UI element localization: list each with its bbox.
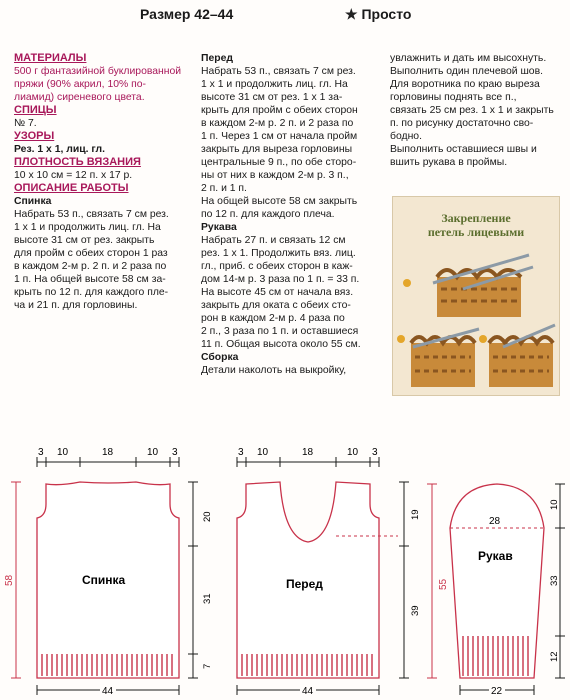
dim-label: 44 bbox=[302, 686, 314, 697]
middle-column bbox=[201, 52, 381, 377]
page-header bbox=[0, 6, 570, 28]
star-icon: ★ bbox=[345, 6, 358, 22]
knit-fragment-bottom-left bbox=[397, 329, 479, 387]
dim-label: 58 bbox=[4, 574, 15, 586]
dim-label: 10 bbox=[549, 499, 560, 510]
back-line: высоте 31 см от рез. закрыть bbox=[14, 235, 155, 246]
materials-line: пряжи (90% акрил, 10% по- bbox=[14, 79, 146, 90]
patterns-text: Рез. 1 х 1, лиц. гл. bbox=[14, 144, 105, 155]
front-line: высоте 31 см от рез. 1 х 1 за- bbox=[201, 92, 343, 103]
patterns-title: УЗОРЫ bbox=[14, 130, 55, 142]
sleeve-line: Набрать 27 п. и связать 12 см bbox=[201, 235, 346, 246]
density-text: 10 х 10 см = 12 п. х 17 р. bbox=[14, 170, 133, 181]
back-line: ча и 21 п. для горловины. bbox=[14, 300, 138, 311]
knit-fragment-bottom-right bbox=[479, 325, 555, 387]
dim-label: 7 bbox=[202, 663, 213, 669]
materials-title: МАТЕРИАЛЫ bbox=[14, 52, 87, 64]
dim-label: 10 bbox=[57, 447, 69, 458]
sleeve-line: 2 п., 3 раза по 1 п. и оставшиеся bbox=[201, 326, 359, 337]
assembly-title: Сборка bbox=[201, 352, 239, 363]
front-line: центральные 9 п., по обе сторо- bbox=[201, 157, 357, 168]
front-line: 2 п. и 1 п. bbox=[201, 183, 247, 194]
assembly-line: бодно. bbox=[390, 131, 422, 142]
dim-label: 3 bbox=[372, 447, 378, 458]
dim-label: 28 bbox=[489, 516, 501, 527]
back-line: 1 п. На общей высоте 58 см за- bbox=[14, 274, 166, 285]
back-line: крыть по 12 п. для каждого пле- bbox=[14, 287, 169, 298]
dim-label: 18 bbox=[302, 447, 314, 458]
assembly-line: Для воротника по краю выреза bbox=[390, 79, 540, 90]
back-line: 1 х 1 и продолжить лиц. гл. На bbox=[14, 222, 161, 233]
assembly-line: горловины поднять все п., bbox=[390, 92, 517, 103]
assembly-line: Детали наколоть на выкройку, bbox=[201, 365, 347, 376]
sleeve-schematic bbox=[427, 484, 565, 697]
front-line: 1 п. Через 1 см от начала пройм bbox=[201, 131, 358, 142]
front-line: Набрать 53 п., связать 7 см рез. bbox=[201, 66, 356, 77]
sleeve-label: Рукав bbox=[478, 549, 513, 563]
front-line: в каждом 2-м р. 2 п. и 2 раза по bbox=[201, 118, 354, 129]
dim-label: 3 bbox=[172, 447, 178, 458]
dim-label: 18 bbox=[102, 447, 114, 458]
assembly-line: Выполнить один плечевой шов. bbox=[390, 66, 543, 77]
back-ribbing-lines bbox=[42, 654, 172, 676]
assembly-line: Выполнить оставшиеся швы и bbox=[390, 144, 537, 155]
front-label: Перед bbox=[286, 577, 323, 591]
sleeve-line: рез. 1 х 1. Продолжить вяз. лиц. bbox=[201, 248, 356, 259]
sleeve-line: закрыть для оката с обеих сто- bbox=[201, 300, 351, 311]
front-ribbing-lines bbox=[242, 654, 372, 676]
sleeve-title: Рукава bbox=[201, 222, 237, 233]
back-line: в каждом 2-м р. 2 п. и 2 раза по bbox=[14, 261, 167, 272]
illustration-title-line: Закрепление bbox=[441, 211, 511, 225]
dim-label: 33 bbox=[549, 575, 560, 586]
assembly-line: увлажнить и дать им высохнуть. bbox=[390, 53, 547, 64]
dim-label: 10 bbox=[347, 447, 359, 458]
sleeve-outline bbox=[450, 484, 544, 678]
difficulty-text: Просто bbox=[361, 6, 412, 22]
pattern-schematics bbox=[0, 440, 570, 700]
dim-label: 22 bbox=[491, 686, 503, 697]
sleeve-line: рон в каждом 2-м р. 4 раза по bbox=[201, 313, 345, 324]
dim-label: 3 bbox=[38, 447, 44, 458]
work-title: ОПИСАНИЕ РАБОТЫ bbox=[14, 182, 129, 194]
dim-label: 55 bbox=[438, 578, 449, 590]
back-title: Спинка bbox=[14, 196, 52, 207]
materials-line: лиамид) сиреневого цвета. bbox=[14, 92, 145, 103]
dim-label: 20 bbox=[202, 511, 213, 522]
needles-title: СПИЦЫ bbox=[14, 104, 57, 116]
front-line: закрыть для выреза горловины bbox=[201, 144, 353, 155]
sleeve-line: 11 п. Общая высота около 55 см. bbox=[201, 339, 361, 350]
back-line: Набрать 53 п., связать 7 см рез. bbox=[14, 209, 169, 220]
knit-fragment-top bbox=[403, 255, 533, 317]
assembly-line: п. по рисунку достаточно сво- bbox=[390, 118, 534, 129]
front-line: На общей высоте 58 см закрыть bbox=[201, 196, 358, 207]
back-label: Спинка bbox=[82, 573, 126, 587]
materials-line: 500 г фантазийной буклированной bbox=[14, 66, 182, 77]
needles-text: № 7. bbox=[14, 118, 37, 129]
sleeve-line: гл., приб. с обеих сторон в каж- bbox=[201, 261, 353, 272]
stitch-drawing bbox=[393, 197, 559, 395]
front-line: крыть для пройм с обеих сторон bbox=[201, 105, 358, 116]
density-title: ПЛОТНОСТЬ ВЯЗАНИЯ bbox=[14, 156, 141, 168]
front-line: 1 х 1 и продолжить лиц. гл. На bbox=[201, 79, 348, 90]
dim-label: 31 bbox=[202, 593, 213, 604]
stitch-illustration bbox=[392, 196, 560, 396]
sleeve-line: На высоте 45 см от начала вяз. bbox=[201, 287, 354, 298]
sleeve-line: дом 14-м р. 3 раза по 1 п. = 33 п. bbox=[201, 274, 360, 285]
difficulty-label bbox=[345, 6, 411, 23]
front-line: ны от них в каждом 2-м р. 3 п., bbox=[201, 170, 349, 181]
dim-label: 12 bbox=[549, 651, 560, 662]
left-column bbox=[14, 52, 192, 312]
front-schematic bbox=[237, 447, 421, 697]
front-line: по 12 п. для каждого плеча. bbox=[201, 209, 335, 220]
assembly-line: вшить рукава в проймы. bbox=[390, 157, 508, 168]
size-title: Размер 42–44 bbox=[140, 6, 234, 22]
illustration-title-line: петель лицевыми bbox=[427, 225, 525, 239]
right-column bbox=[390, 52, 566, 169]
dim-label: 3 bbox=[238, 447, 244, 458]
assembly-line: связать 25 см рез. 1 х 1 и закрыть bbox=[390, 105, 554, 116]
dim-label: 44 bbox=[102, 686, 114, 697]
front-title: Перед bbox=[201, 53, 233, 64]
dim-label: 10 bbox=[257, 447, 269, 458]
back-schematic bbox=[4, 447, 213, 697]
dim-label: 10 bbox=[147, 447, 159, 458]
dim-label: 39 bbox=[410, 605, 421, 616]
back-line: для пройм с обеих сторон 1 раз bbox=[14, 248, 168, 259]
dim-label: 19 bbox=[410, 509, 421, 520]
